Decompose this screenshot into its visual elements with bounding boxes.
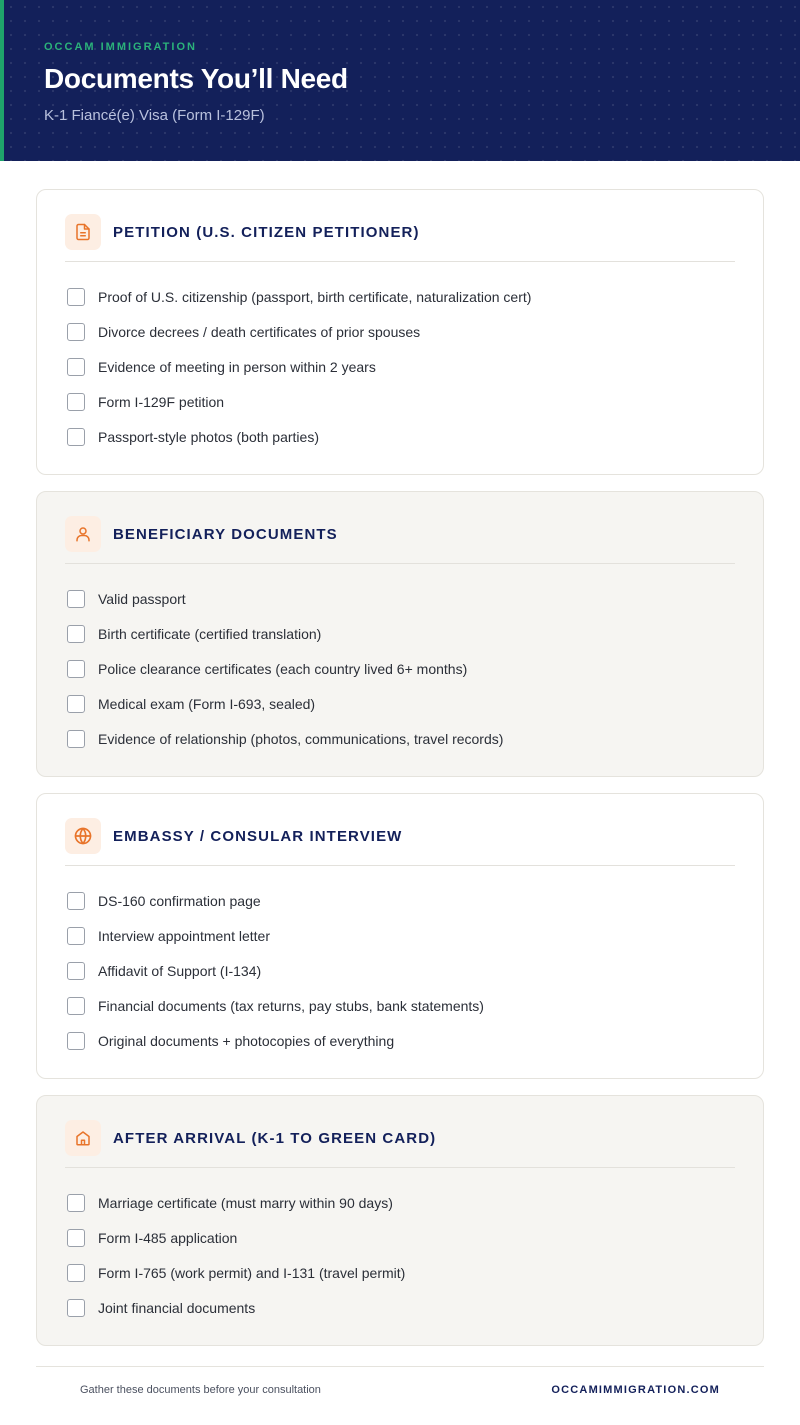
brand-name: OCCAM IMMIGRATION xyxy=(44,41,197,53)
item-label: Divorce decrees / death certificates of prior spouses xyxy=(98,324,421,340)
checklist-item[interactable] xyxy=(67,1228,735,1263)
checkbox[interactable] xyxy=(67,323,85,341)
checklist-item[interactable] xyxy=(67,891,735,926)
footer-note: Gather these documents before your consultation xyxy=(80,1384,321,1396)
checkbox[interactable] xyxy=(67,1032,85,1050)
section-title: PETITION (U.S. CITIZEN PETITIONER) xyxy=(113,224,420,241)
item-label: Original documents + photocopies of everything xyxy=(98,1033,395,1049)
item-label: Birth certificate (certified translation) xyxy=(98,626,322,642)
checklist-item[interactable] xyxy=(67,624,735,659)
item-label: Evidence of meeting in person within 2 years xyxy=(98,359,376,375)
footer-website-link[interactable]: OCCAMIMMIGRATION.COM xyxy=(551,1384,720,1396)
checkbox[interactable] xyxy=(67,1299,85,1317)
checklist-item[interactable] xyxy=(67,287,735,322)
checkbox[interactable] xyxy=(67,358,85,376)
checklist xyxy=(67,891,735,1066)
checklist-item[interactable] xyxy=(67,961,735,996)
item-label: Evidence of relationship (photos, communications, travel records) xyxy=(98,731,504,747)
checkbox[interactable] xyxy=(67,625,85,643)
item-label: Financial documents (tax returns, pay stubs, bank statements) xyxy=(98,998,484,1014)
checkbox[interactable] xyxy=(67,730,85,748)
checklist xyxy=(67,287,735,462)
person-icon xyxy=(65,516,101,552)
section-after-arrival xyxy=(36,1095,764,1346)
checklist-item[interactable] xyxy=(67,694,735,729)
checklist-item[interactable] xyxy=(67,1263,735,1298)
item-label: Police clearance certificates (each country lived 6+ months) xyxy=(98,661,468,677)
item-label: Passport-style photos (both parties) xyxy=(98,429,319,445)
section-header xyxy=(65,516,735,564)
item-label: Affidavit of Support (I-134) xyxy=(98,963,262,979)
checklist-item[interactable] xyxy=(67,1031,735,1066)
checkbox[interactable] xyxy=(67,288,85,306)
checkbox[interactable] xyxy=(67,660,85,678)
item-label: Interview appointment letter xyxy=(98,928,270,944)
checkbox[interactable] xyxy=(67,1229,85,1247)
item-label: Joint financial documents xyxy=(98,1300,256,1316)
checkbox[interactable] xyxy=(67,997,85,1015)
section-title: EMBASSY / CONSULAR INTERVIEW xyxy=(113,828,403,845)
checkbox[interactable] xyxy=(67,590,85,608)
item-label: Proof of U.S. citizenship (passport, birth certificate, naturalization cert) xyxy=(98,289,532,305)
checkbox[interactable] xyxy=(67,1194,85,1212)
checklist-item[interactable] xyxy=(67,1193,735,1228)
page-header xyxy=(0,0,800,161)
checklist-item[interactable] xyxy=(67,996,735,1031)
checkbox[interactable] xyxy=(67,393,85,411)
checklist-item[interactable] xyxy=(67,659,735,694)
home-icon xyxy=(65,1120,101,1156)
checklist-item[interactable] xyxy=(67,926,735,961)
section-embassy-interview xyxy=(36,793,764,1079)
checklist xyxy=(67,1193,735,1333)
checklist-item[interactable] xyxy=(67,1298,735,1333)
section-beneficiary xyxy=(36,491,764,777)
document-icon xyxy=(65,214,101,250)
item-label: Marriage certificate (must marry within 90 days) xyxy=(98,1195,393,1211)
checklist-item[interactable] xyxy=(67,589,735,624)
section-title: AFTER ARRIVAL (K-1 TO GREEN CARD) xyxy=(113,1130,437,1147)
item-label: Form I-129F petition xyxy=(98,394,225,410)
checklist-item[interactable] xyxy=(67,427,735,462)
checklist xyxy=(67,589,735,764)
checkbox[interactable] xyxy=(67,892,85,910)
section-title: BENEFICIARY DOCUMENTS xyxy=(113,526,338,543)
checklist-item[interactable] xyxy=(67,322,735,357)
item-label: DS-160 confirmation page xyxy=(98,893,261,909)
checkbox[interactable] xyxy=(67,428,85,446)
checklist-item[interactable] xyxy=(67,729,735,764)
checklist-item[interactable] xyxy=(67,392,735,427)
item-label: Form I-765 (work permit) and I-131 (travel permit) xyxy=(98,1265,406,1281)
section-petition xyxy=(36,189,764,475)
globe-icon xyxy=(65,818,101,854)
checklist-item[interactable] xyxy=(67,357,735,392)
checkbox[interactable] xyxy=(67,927,85,945)
item-label: Form I-485 application xyxy=(98,1230,238,1246)
section-header xyxy=(65,818,735,866)
page-title: Documents You’ll Need xyxy=(44,63,348,94)
item-label: Medical exam (Form I-693, sealed) xyxy=(98,696,316,712)
page-subtitle: K-1 Fiancé(e) Visa (Form I-129F) xyxy=(44,107,265,124)
section-header xyxy=(65,1120,735,1168)
checkbox[interactable] xyxy=(67,1264,85,1282)
footer-divider xyxy=(36,1366,764,1367)
section-header xyxy=(65,214,735,262)
checkbox[interactable] xyxy=(67,695,85,713)
checkbox[interactable] xyxy=(67,962,85,980)
item-label: Valid passport xyxy=(98,591,186,607)
